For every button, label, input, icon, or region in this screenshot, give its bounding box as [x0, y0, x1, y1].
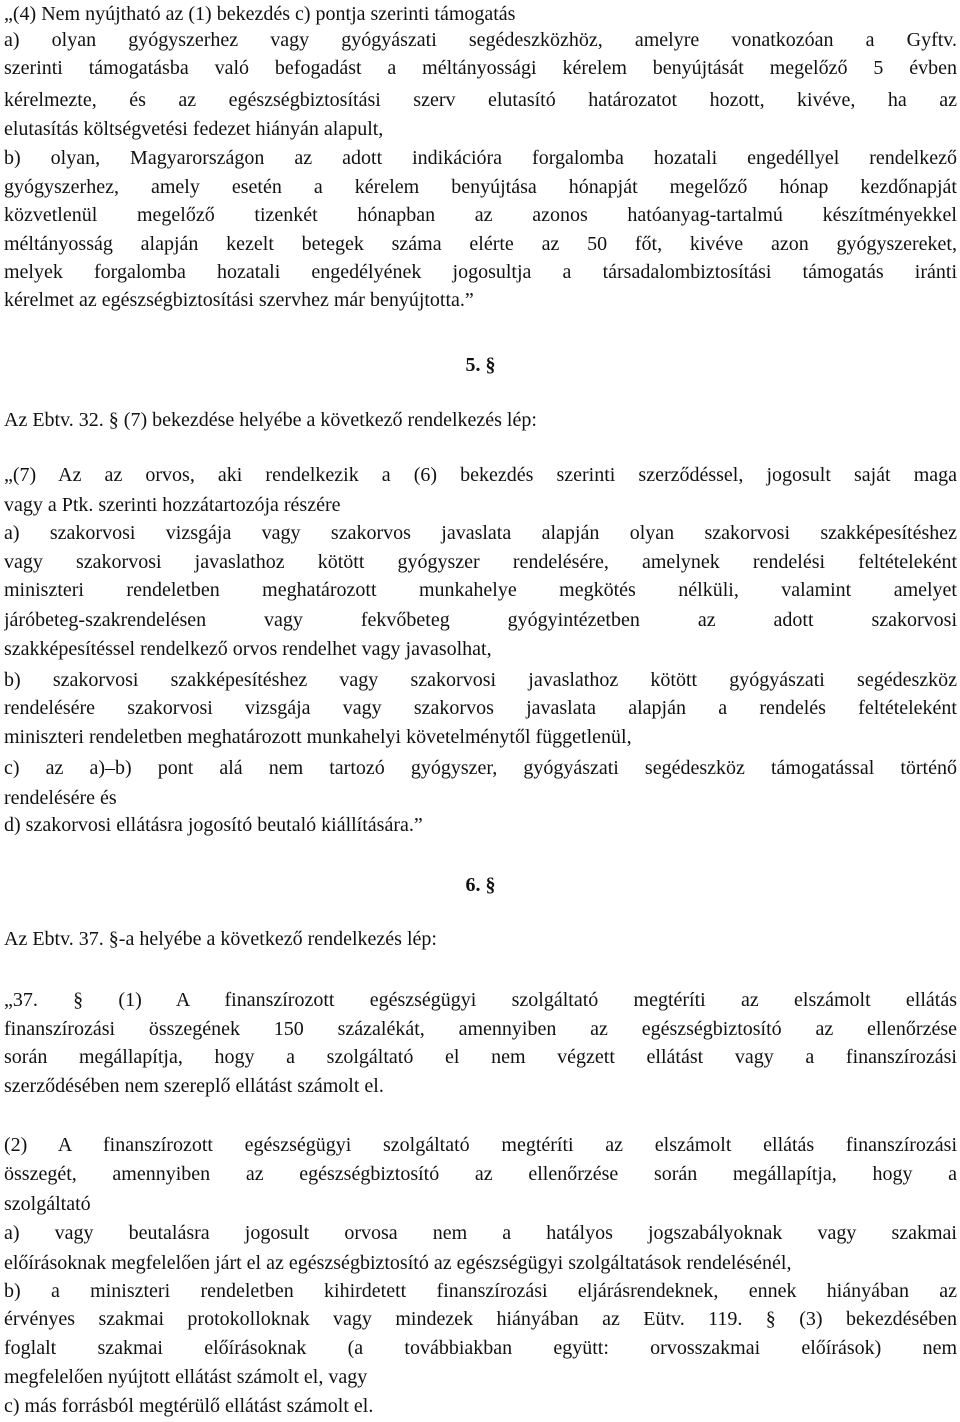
text-line: közvetlenül megelőző tizenkét hónapban az azonos hatóanyag-tartalmú készítményekkel	[4, 204, 957, 226]
text-line: érvényes szakmai protokolloknak vagy mindezek hiányában az Eütv. 119. § (3) bekezdésében	[4, 1308, 957, 1330]
text-line: „(7) Az az orvos, aki rendelkezik a (6) bekezdés szerinti szerződéssel, jogosult saját maga	[4, 464, 957, 486]
text-line: miniszteri rendeletben meghatározott munkahelye megkötés nélküli, valamint amelyet	[4, 579, 957, 601]
text-line: előírásoknak megfelelően járt el az egészségbiztosító az egészségügyi szolgáltatások rendelésénél,	[4, 1252, 792, 1274]
text-line: szolgáltató	[4, 1193, 91, 1215]
text-line: a) szakorvosi vizsgája vagy szakorvos javaslata alapján olyan szakorvosi szakképesítéshez	[4, 522, 957, 544]
text-line: szerződésében nem szereplő ellátást számolt el.	[4, 1075, 384, 1097]
text-line: finanszírozási összegének 150 százalékát, amennyiben az egészségbiztosító az ellenőrzése	[4, 1018, 957, 1040]
text-line: „(4) Nem nyújtható az (1) bekezdés c) pontja szerinti támogatás	[4, 3, 516, 25]
section-heading: 6. §	[465, 874, 496, 896]
text-line: szerinti támogatásba való befogadást a méltányossági kérelem benyújtását megelőző 5 évben	[4, 57, 957, 79]
section-heading: 5. §	[465, 354, 496, 376]
text-line: Az Ebtv. 32. § (7) bekezdése helyébe a következő rendelkezés lép:	[4, 409, 537, 431]
text-line: a) vagy beutalásra jogosult orvosa nem a hatályos jogszabályoknak vagy szakmai	[4, 1222, 957, 1244]
text-line: során megállapítja, hogy a szolgáltató el nem végzett ellátást vagy a finanszírozási	[4, 1046, 957, 1068]
text-line: (2) A finanszírozott egészségügyi szolgáltató megtéríti az elszámolt ellátás finanszírozási	[4, 1134, 957, 1156]
text-line: megfelelően nyújtott ellátást számolt el, vagy	[4, 1366, 368, 1388]
text-line: gyógyszerhez, amely esetén a kérelem benyújtása hónapját megelőző hónap kezdőnapját	[4, 176, 957, 198]
text-line: méltányosság alapján kezelt betegek száma elérte az 50 főt, kivéve azon gyógyszereket,	[4, 233, 957, 255]
text-line: b) a miniszteri rendeletben kihirdetett finanszírozási eljárásrendeknek, ennek hiányában az	[4, 1280, 957, 1302]
text-line: rendelésére szakorvosi vizsgája vagy szakorvos javaslata alapján a rendelés feltételeként	[4, 697, 957, 719]
text-line: c) más forrásból megtérülő ellátást számolt el.	[4, 1395, 374, 1417]
text-line: elutasítás költségvetési fedezet hiányán alapult,	[4, 118, 384, 140]
text-line: b) olyan, Magyarországon az adott indikációra forgalomba hozatali engedéllyel rendelkező	[4, 147, 957, 169]
text-line: Az Ebtv. 37. §-a helyébe a következő rendelkezés lép:	[4, 928, 437, 950]
text-line: szakképesítéssel rendelkező orvos rendelhet vagy javasolhat,	[4, 638, 492, 660]
text-line: c) az a)–b) pont alá nem tartozó gyógyszer, gyógyászati segédeszköz támogatással történő	[4, 757, 957, 779]
text-line: kérelmet az egészségbiztosítási szervhez már benyújtotta.”	[4, 289, 474, 311]
text-line: vagy a Ptk. szerinti hozzátartozója részére	[4, 494, 341, 516]
text-line: melyek forgalomba hozatali engedélyének jogosultja a társadalombiztosítási támogatás iránti	[4, 261, 957, 283]
text-line: járóbeteg-szakrendelésen vagy fekvőbeteg gyógyintézetben az adott szakorvosi	[4, 609, 957, 631]
text-line: miniszteri rendeletben meghatározott munkahelyi követelménytől függetlenül,	[4, 726, 632, 748]
text-line: b) szakorvosi szakképesítéshez vagy szakorvosi javaslathoz kötött gyógyászati segédeszköz	[4, 669, 957, 691]
text-line: foglalt szakmai előírásoknak (a továbbiakban együtt: orvosszakmai előírások) nem	[4, 1337, 957, 1359]
text-line: vagy szakorvosi javaslathoz kötött gyógyszer rendelésére, amelynek rendelési feltételeként	[4, 551, 957, 573]
text-line: „37. § (1) A finanszírozott egészségügyi szolgáltató megtéríti az elszámolt ellátás	[4, 989, 957, 1011]
text-line: összegét, amennyiben az egészségbiztosító az ellenőrzése során megállapítja, hogy a	[4, 1163, 957, 1185]
text-line: kérelmezte, és az egészségbiztosítási szerv elutasító határozatot hozott, kivéve, ha az	[4, 89, 957, 111]
text-line: rendelésére és	[4, 787, 117, 809]
text-line: d) szakorvosi ellátásra jogosító beutaló kiállítására.”	[4, 814, 423, 836]
text-line: a) olyan gyógyszerhez vagy gyógyászati segédeszközhöz, amelyre vonatkozóan a Gyftv.	[4, 29, 957, 51]
